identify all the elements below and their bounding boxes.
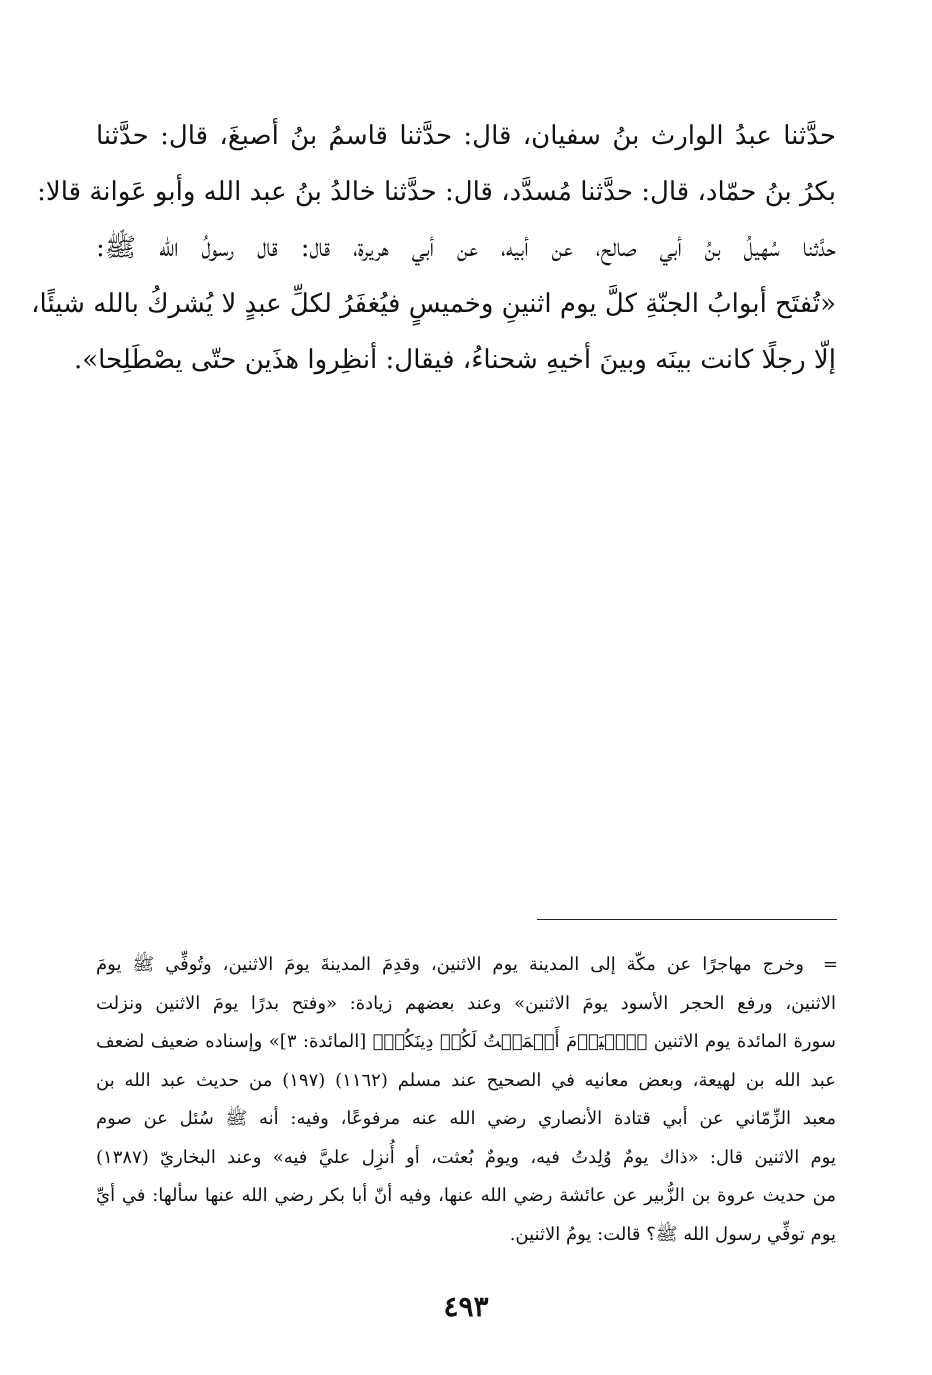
footnote-line: يوم الاثنين قال: «ذاك يومٌ وُلِدتُ فيه، ويومٌ بُعثت، أو أُنزِل عليَّ فيه» وعند البخاريّ (١٣٨٧)	[96, 1146, 836, 1168]
page-number: ٤٩٣	[443, 1290, 489, 1323]
footnote-continuation-mark: =	[822, 954, 838, 975]
main-text-line: حدَّثنا عبدُ الوارث بنُ سفيان، قال: حدَّثنا قاسمُ بنُ أصبغَ، قال: حدَّثنا	[96, 121, 836, 151]
footnote-line: سورة المائدة يوم الاثنين ﴿ٱلۡيَوۡمَ أَكۡمَلۡتُ لَكُمۡ دِينَكُمۡ﴾ [المائدة: ٣]» وإسناده ضعيف لضعف	[96, 1031, 836, 1052]
footnote-line: عبد الله بن لهيعة، وبعض معانيه في الصحيح عند مسلم (١١٦٢) (١٩٧) من حديث عبد الله بن	[96, 1069, 836, 1091]
footnote-line-text: وخرج مهاجرًا عن مكّة إلى المدينة يوم الاثنين، وقدِمَ المدينةَ يومَ الاثنين، وتُوفِّي ﷺ يومَ	[96, 954, 804, 975]
main-text-line: «تُفتَح أبوابُ الجنّةِ كلَّ يوم اثنينِ وخميسٍ فيُغفَرُ لكلِّ عبدٍ لا يُشركُ بالله شيئًا،	[31, 289, 836, 319]
footnote-line: من حديث عروة بن الزُّبير عن عائشة رضي الله عنها، وفيه أنّ أبا بكر رضي الله عنها سألها: في أيِّ	[96, 1185, 836, 1206]
footnote-line: الاثنين، ورفع الحجر الأسود يومَ الاثنين» وعند بعضهم زيادة: «وفتح بدرًا يومَ الاثنين ونزلت	[96, 992, 836, 1014]
main-text-line: حدَّثنا سُهيلُ بنُ أبي صالح، عن أبيه، عن أبي هريرة، قال: قال رسولُ الله ﷺ:	[96, 233, 836, 263]
main-text-line: بكرُ بنُ حمّاد، قال: حدَّثنا مُسدَّد، قال: حدَّثنا خالدُ بنُ عبد الله وأبو عَوانة قالا:	[37, 177, 836, 207]
footnote-line: معبد الزِّمّاني عن أبي قتادة الأنصاري رضي الله عنه مرفوعًا، وفيه: أنه ﷺ سُئل عن صوم	[96, 1108, 836, 1129]
main-text-block	[31, 108, 836, 388]
footnote-line: يوم توفِّي رسول الله ﷺ؟ قالت: يومُ الاثنين.	[509, 1223, 836, 1245]
footnote-divider	[537, 919, 837, 920]
footnote-block	[96, 946, 836, 1254]
footnote-line	[96, 946, 836, 985]
main-text-line: إلّا رجلًا كانت بينَه وبينَ أخيهِ شحناءُ، فيقال: أنظِروا هذَين حتّى يصْطَلِحا».	[74, 345, 836, 375]
